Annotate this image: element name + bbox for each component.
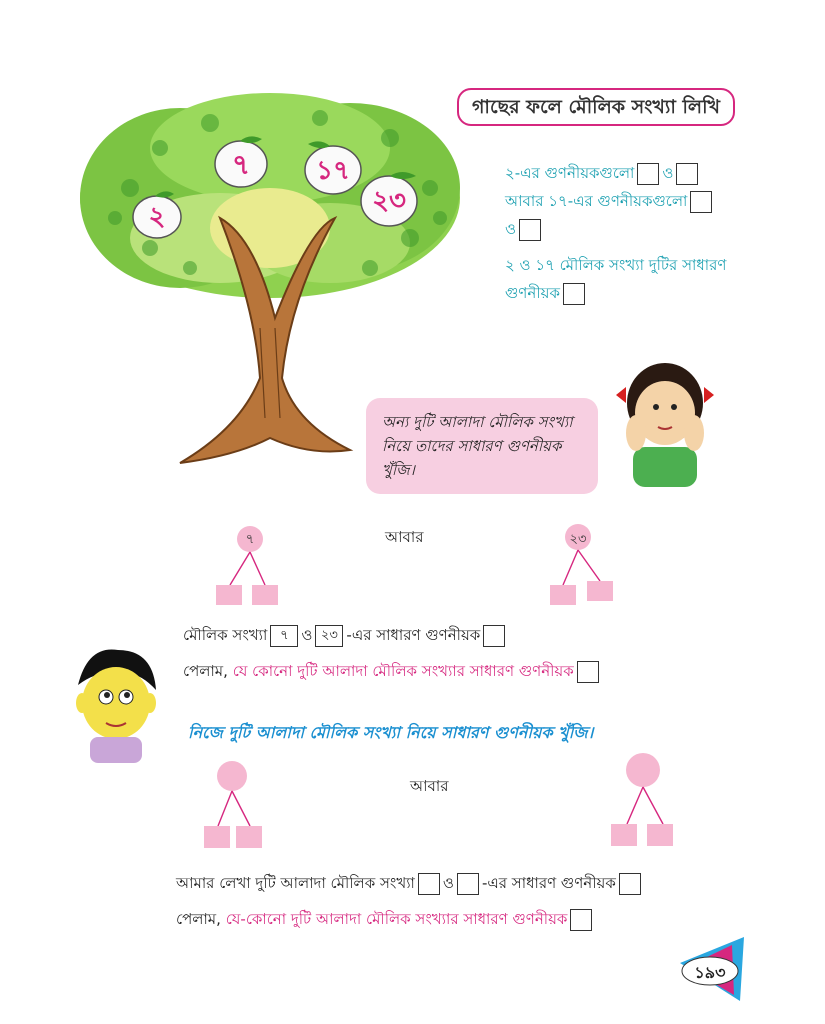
fruit-17 xyxy=(302,140,364,196)
fruit-number: ২ xyxy=(148,202,166,232)
fruit-23 xyxy=(358,170,420,228)
middle-label-1: আবার xyxy=(385,528,424,546)
question-line-3: ও xyxy=(505,216,544,242)
leaf-icon xyxy=(308,141,330,148)
answer-box[interactable] xyxy=(563,283,585,305)
boy-illustration xyxy=(68,645,163,765)
fruit-2 xyxy=(130,190,184,240)
question-line-4: ২ ও ১৭ মৌলিক সংখ্যা দুটির সাধারণ xyxy=(505,256,727,274)
fruit-number: ১৭ xyxy=(316,156,350,186)
answer-box[interactable] xyxy=(577,661,599,683)
fruit-number: ২৩ xyxy=(372,186,406,216)
section1-line-1: মৌলিক সংখ্যা ৭ ও ২৩ -এর সাধারণ গুণনীয়ক xyxy=(183,622,508,648)
left-tree-number: ৭ xyxy=(245,532,255,547)
question-line-5: গুণনীয়ক xyxy=(505,280,588,306)
section2-line-2: পেলাম, যে-কোনো দুটি আলাদা মৌলিক সংখ্যার সাধারণ গুণনীয়ক xyxy=(176,906,595,932)
fruit-7 xyxy=(212,135,270,189)
section1-line-2: পেলাম, যে কোনো দুটি আলাদা মৌলিক সংখ্যার সাধারণ গুণনীয়ক xyxy=(183,658,602,684)
section2-line-1: আমার লেখা দুটি আলাদা মৌলিক সংখ্যা ও -এর সাধারণ গুণনীয়ক xyxy=(176,870,644,896)
answer-box[interactable] xyxy=(637,163,659,185)
right-tree-number: ২৩ xyxy=(569,532,587,547)
speech-bubble: অন্য দুটি আলাদা মৌলিক সংখ্যা নিয়ে তাদের সাধারণ গুণনীয়ক খুঁজি। xyxy=(366,398,598,494)
answer-box[interactable] xyxy=(690,191,712,213)
answer-box[interactable] xyxy=(457,873,479,895)
question-line-1: ২-এর গুণনীয়কগুলো ও xyxy=(505,160,701,186)
fruit-number: ৭ xyxy=(231,148,251,181)
section-title: গাছের ফলে মৌলিক সংখ্যা লিখি xyxy=(457,88,735,126)
answer-box[interactable] xyxy=(570,909,592,931)
page-number: ১৯৩ xyxy=(694,963,726,982)
answer-box[interactable] xyxy=(619,873,641,895)
answer-box[interactable] xyxy=(483,625,505,647)
number-box: ২৩ xyxy=(315,625,343,647)
girl-illustration xyxy=(608,355,723,490)
number-box: ৭ xyxy=(270,625,298,647)
middle-label-2: আবার xyxy=(410,777,449,795)
question-line-2: আবার ১৭-এর গুণনীয়কগুলো xyxy=(505,188,715,214)
answer-box[interactable] xyxy=(519,219,541,241)
answer-box[interactable] xyxy=(676,163,698,185)
factor-tree-empty-left xyxy=(200,760,280,850)
factor-tree-empty-right xyxy=(605,752,685,850)
answer-box[interactable] xyxy=(418,873,440,895)
section2-heading: নিজে দুটি আলাদা মৌলিক সংখ্যা নিয়ে সাধারণ গুণনীয়ক খুঁজি। xyxy=(188,723,594,742)
